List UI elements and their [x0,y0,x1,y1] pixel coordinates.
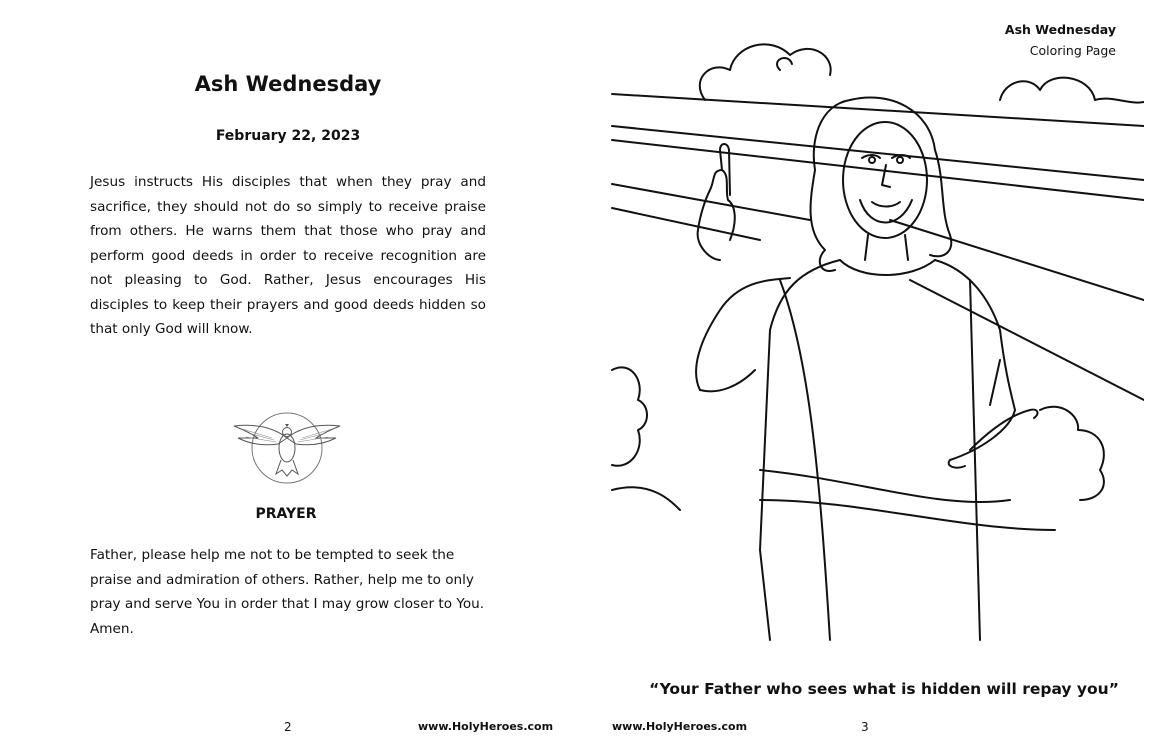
page-number-left: 2 [284,720,292,734]
page-number-right: 3 [861,720,869,734]
right-page [576,0,1152,756]
footer-url-left[interactable]: www.HolyHeroes.com [418,720,554,733]
page-title: Ash Wednesday [194,72,382,96]
feast-date: February 22, 2023 [215,128,361,144]
jesus-coloring-illustration [610,30,1144,650]
reflection-text: Jesus instructs His disciples that when they pray and sacrifice, they should not do so simply to receive praise from others. He warns them that those who pray and perform good deeds in order to receive recognition are not pleasing to God. Rather, Jesus encourages His disciples to keep their prayers and good deeds hidden so that only God will know. [90,174,486,337]
footer-url-right[interactable]: www.HolyHeroes.com [612,720,748,733]
prayer-heading: PRAYER [255,506,317,522]
scripture-quote: “Your Father who sees what is hidden will repay you” [649,680,1119,698]
prayer-text: Father, please help me not to be tempted to seek the praise and admiration of others. Rather, help me to only pray and serve You in order that I may grow closer to You. Amen. [90,547,485,637]
running-header-subtitle: Coloring Page [1029,43,1116,58]
holy-spirit-dove-icon [232,408,342,488]
running-header-title: Ash Wednesday [1004,22,1116,37]
